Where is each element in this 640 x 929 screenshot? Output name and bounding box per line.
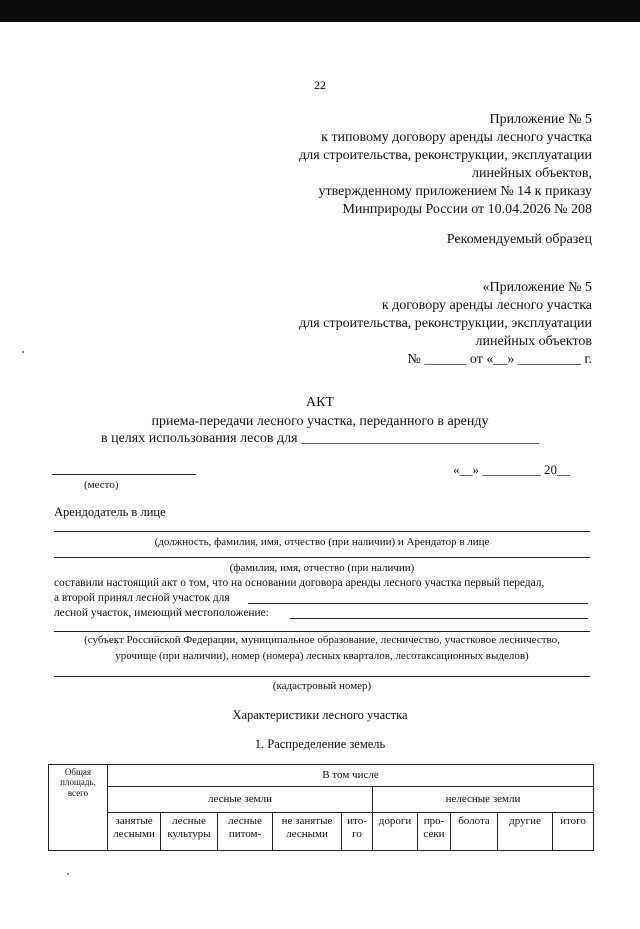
position-caption: (должность, фамилия, имя, отчество (при наличии) и Арендатор в лице: [154, 536, 490, 548]
appendix-line-1: Приложение № 5: [489, 112, 592, 127]
inner-appendix-line-5: № ______ от «__» _________ г.: [407, 352, 592, 367]
lessor-line: [54, 531, 590, 532]
act-purpose: в целях использования лесов для __________________________________: [100, 431, 540, 446]
col-forest-total: ито- го: [342, 813, 373, 851]
appendix-line-6: Минприроды России от 10.04.2026 № 208: [342, 202, 592, 217]
inner-appendix-line-4: линейных объектов: [475, 334, 592, 349]
col-nonforest-total: итого: [553, 813, 594, 851]
col-other: другие: [498, 813, 553, 851]
total-area-header: Общая площадь, всего: [49, 765, 108, 851]
body-line-3: лесной участок, имеющий местоположение:: [54, 607, 269, 619]
date-line: «__» _________ 20__: [453, 462, 570, 477]
scan-speck: [22, 351, 24, 353]
location-caption-2: урочище (при наличии), номер (номера) лесных кварталов, лесотаксационных выделов): [115, 650, 529, 662]
appendix-line-2: к типовому договору аренды лесного участка: [321, 130, 592, 145]
forest-lands-header: лесные земли: [108, 787, 373, 813]
sample-note: Рекомендуемый образец: [446, 232, 592, 247]
inner-appendix: [299, 279, 592, 369]
cadastral-caption: (кадастровый номер): [272, 680, 372, 692]
scan-speck: [67, 873, 69, 875]
appendix-header: [299, 111, 592, 219]
including-header: В том числе: [108, 765, 594, 787]
cadastral-line: [54, 676, 590, 677]
land-distribution-table: [48, 764, 594, 851]
scan-top-border: [0, 0, 640, 22]
place-line: [52, 474, 196, 475]
inner-appendix-line-2: к договору аренды лесного участка: [381, 298, 592, 313]
nonforest-lands-header: нелесные земли: [373, 787, 594, 813]
col-forest-nurseries: лесные питом-: [218, 813, 273, 851]
body-line-2: а второй принял лесной участок для: [54, 592, 230, 604]
col-forest-cultures: лесные культуры: [161, 813, 218, 851]
act-title: АКТ: [306, 395, 334, 410]
page-number: 22: [314, 78, 326, 92]
subsection-title: 1. Распределение земель: [254, 737, 386, 751]
col-unoccupied-forest: не занятые лесными: [273, 813, 342, 851]
lessor-label: Арендодатель в лице: [54, 505, 166, 519]
location-line-2: [54, 631, 590, 632]
act-subtitle: приема-передачи лесного участка, переданного в аренду: [151, 414, 489, 429]
section-title: Характеристики лесного участка: [232, 708, 408, 722]
inner-appendix-line-1: «Приложение № 5: [482, 280, 592, 295]
purpose-line: [248, 603, 588, 604]
appendix-line-3: для строительства, реконструкции, эксплуатации: [299, 148, 592, 163]
appendix-line-5: утвержденному приложением № 14 к приказу: [318, 184, 592, 199]
col-occupied-forest: занятые лесными: [108, 813, 161, 851]
fio-caption: (фамилия, имя, отчество (при наличии): [229, 562, 415, 574]
col-roads: дороги: [373, 813, 418, 851]
inner-appendix-line-3: для строительства, реконструкции, эксплуатации: [299, 316, 592, 331]
col-clearings: про- секи: [418, 813, 451, 851]
location-line: [290, 618, 588, 619]
location-caption-1: (субъект Российской Федерации, муниципальное образование, лесничество, участковое лесничество,: [84, 634, 560, 646]
body-line-1: составили настоящий акт о том, что на основании договора аренды лесного участка первый передал,: [54, 577, 545, 589]
col-swamps: болота: [451, 813, 498, 851]
appendix-line-4: линейных объектов,: [472, 166, 592, 181]
place-caption: (место): [84, 479, 119, 491]
lessee-line: [54, 557, 590, 558]
